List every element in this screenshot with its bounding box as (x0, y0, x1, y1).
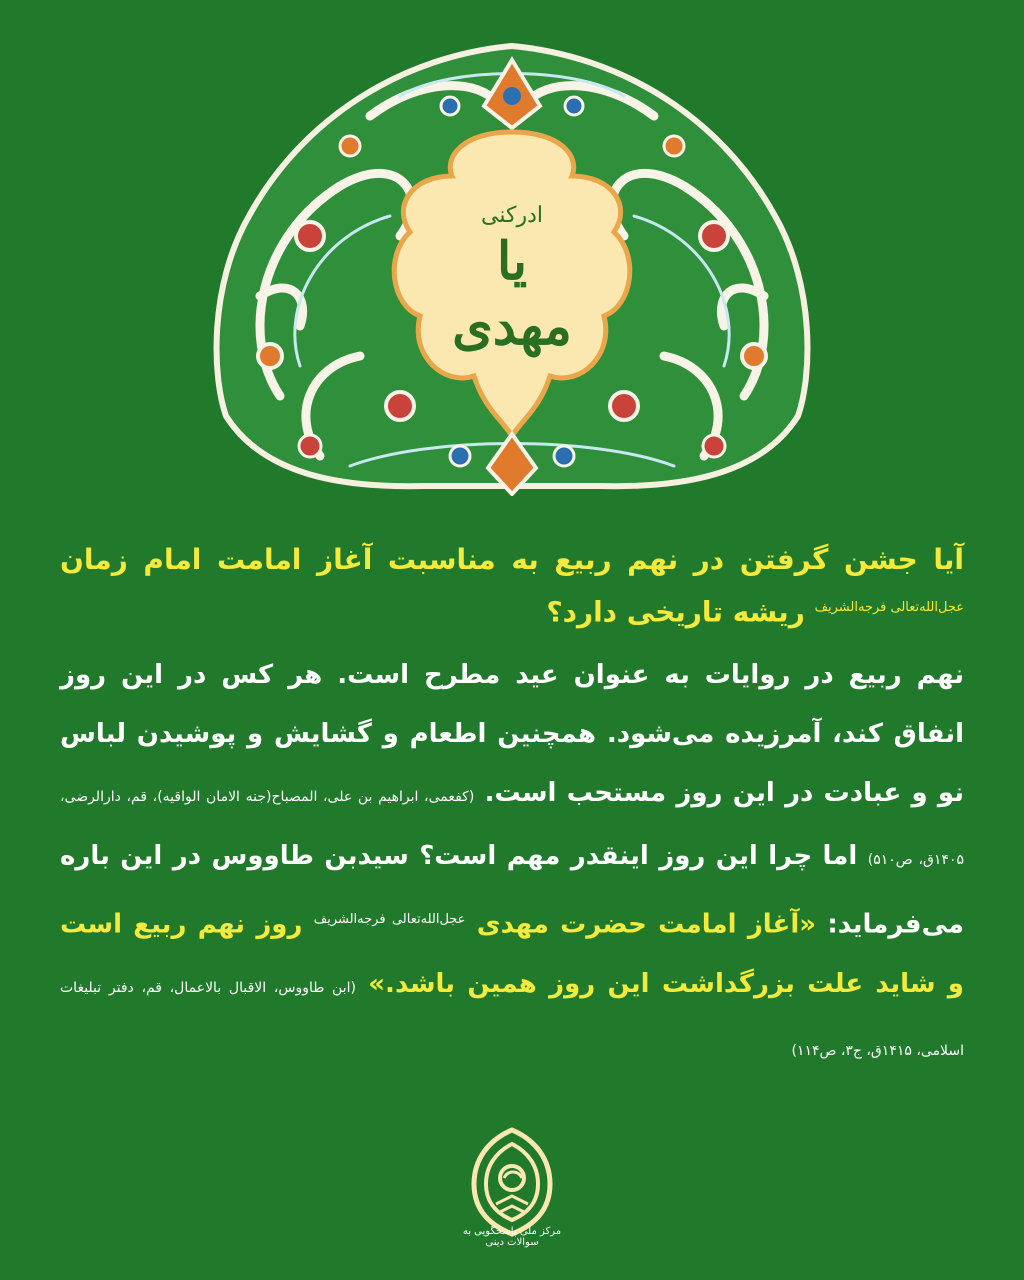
honorific-mark: عجل‌الله‌تعالی فرجه‌الشریف (814, 600, 964, 615)
quote-part-2: روز نهم ربیع است و شاید علت بزرگداشت این روز همین باشد.» (60, 909, 964, 999)
citation-2: (ابن طاووس، الاقبال بالاعمال، قم، دفتر تبلیغات اسلامی، ۱۴۱۵ق، ج۳، ص۱۱۴) (60, 979, 964, 1059)
ornament-calligraphy (432, 186, 592, 376)
question-heading (60, 536, 964, 636)
quote-honorific-mark: عجل‌الله‌تعالی فرجه‌الشریف (313, 912, 466, 928)
answer-body (60, 646, 964, 1081)
quote-part-1: «آغاز امامت حضرت مهدی (476, 909, 817, 940)
question-end: ریشه تاریخی دارد؟ (546, 595, 805, 629)
calligraphy-line1: ادرکنی (481, 202, 543, 228)
citation-1: (کفعمی، ابراهیم بن علی، المصباح(جنه الامان الواقیه)، قم، دارالرضی، ۱۴۰۵ق، ص۵۱۰) (60, 789, 964, 869)
question-text: آیا جشن گرفتن در نهم ربیع به مناسبت آغاز امامت امام زمان (60, 543, 964, 576)
answer-paragraph-1: نهم ربیع در روایات به عنوان عید مطرح است. هر کس در این روز انفاق کند، آمرزیده می‌شود. همچنین اطعام و گشایش و پوشیدن لباس نو و عبادت در این روز مستحب است. (60, 660, 964, 809)
ornament-dome (200, 36, 824, 496)
calligraphy-line2: یا مهدی (452, 231, 572, 358)
answer-paragraph-2: اما چرا این روز اینقدر مهم است؟ سیدبن طاووس در این باره می‌فرماید: (60, 841, 964, 940)
article (60, 536, 964, 1081)
logo-caption: مرکز ملی پاسخگویی به سوالات دینی (462, 1226, 562, 1248)
